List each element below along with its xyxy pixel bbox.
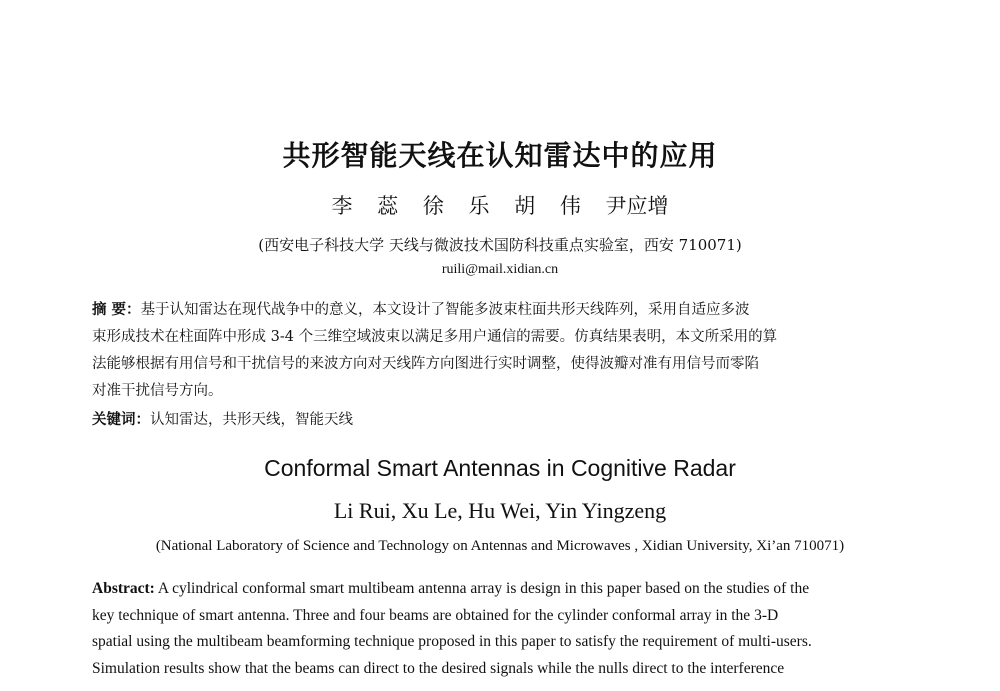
english-title: Conformal Smart Antennas in Cognitive Radar: [264, 455, 736, 481]
chinese-abstract-line: 法能够根据有用信号和干扰信号的来波方向对天线阵方向图进行实时调整，使得波瓣对准有用信号而零陷: [92, 356, 759, 372]
chinese-abstract-line: 束形成技术在柱面阵中形成 3-4 个三维空域波束以满足多用户通信的需要。仿真结果表明，本文所采用的算: [92, 329, 778, 345]
chinese-abstract-line: 摘 要：基于认知雷达在现代战争中的意义，本文设计了智能多波束柱面共形天线阵列，采用自适应多波: [92, 302, 750, 318]
english-abstract-line: key technique of smart antenna. Three and four beams are obtained for the cylinder conformal array in the 3-D: [92, 606, 779, 624]
chinese-abstract-line: 对准干扰信号方向。: [92, 383, 223, 399]
chinese-title: 共形智能天线在认知雷达中的应用: [282, 139, 718, 172]
chinese-abstract: [92, 297, 914, 405]
chinese-abstract-label: 摘 要：: [92, 302, 141, 318]
english-abstract-label: Abstract:: [92, 580, 155, 597]
author-email: ruili@mail.xidian.cn: [441, 262, 559, 277]
chinese-keywords-text: 认知雷达，共形天线，智能天线: [150, 412, 353, 428]
english-abstract-line: spatial using the multibeam beamforming technique proposed in this paper to satisfy the requirement of multi-users.: [92, 633, 812, 650]
english-authors: Li Rui, Xu Le, Hu Wei, Yin Yingzeng: [333, 498, 667, 523]
english-abstract: [92, 576, 914, 682]
english-affiliation: (National Laboratory of Science and Technology on Antennas and Microwaves , Xidian University, Xi’an 710071): [155, 538, 845, 554]
chinese-keywords: [92, 409, 914, 431]
english-abstract-line: Abstract: A cylindrical conformal smart multibeam antenna array is design in this paper based on the studies of the: [92, 580, 810, 597]
chinese-affiliation: (西安电子科技大学 天线与微波技术国防科技重点实验室，西安 710071): [258, 236, 742, 254]
chinese-authors: 李 蕊 徐 乐 胡 伟 尹应增: [331, 194, 669, 218]
chinese-keywords-label: 关键词：: [92, 412, 150, 428]
english-abstract-line: Simulation results show that the beams can direct to the desired signals while the nulls direct to the interference: [92, 659, 785, 677]
